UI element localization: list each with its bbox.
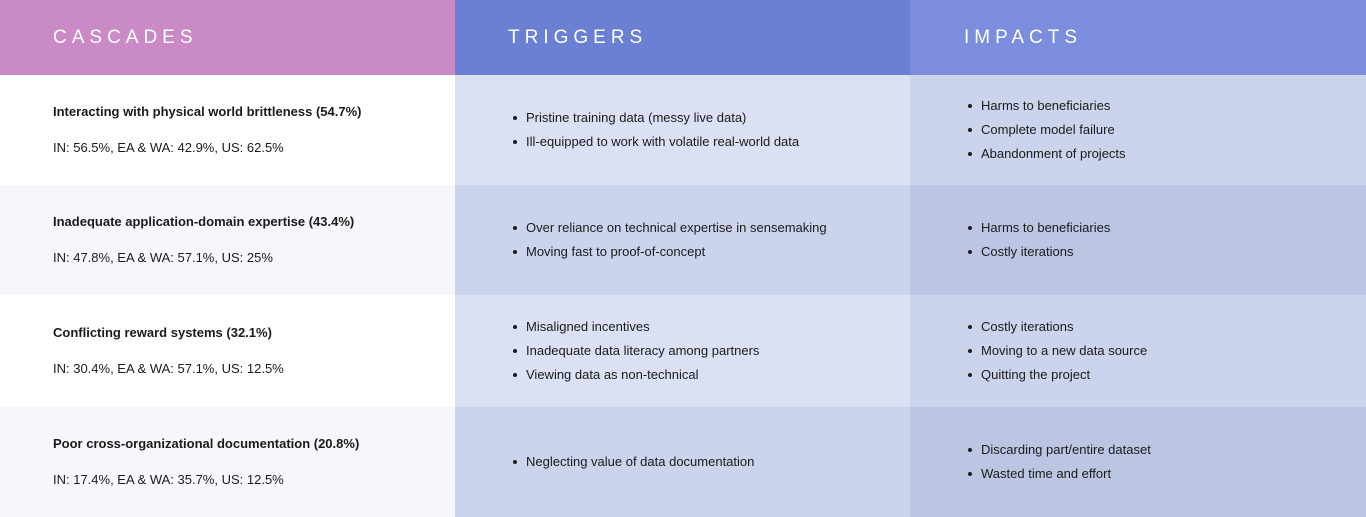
impacts-cell [910, 407, 1366, 517]
trigger-item: Ill-equipped to work with volatile real-world data [512, 130, 799, 154]
impact-item: Harms to beneficiaries [967, 216, 1110, 240]
cascade-stats: IN: 56.5%, EA & WA: 42.9%, US: 62.5% [53, 140, 284, 155]
impacts-list [967, 315, 1147, 387]
triggers-cell [455, 295, 910, 407]
header-cascades: CASCADES [0, 0, 455, 75]
impact-item: Wasted time and effort [967, 462, 1151, 486]
triggers-cell [455, 407, 910, 517]
triggers-cell [455, 185, 910, 295]
impact-item: Discarding part/entire dataset [967, 438, 1151, 462]
cascade-stats: IN: 47.8%, EA & WA: 57.1%, US: 25% [53, 250, 273, 265]
header-triggers: TRIGGERS [455, 0, 910, 75]
cascade-title: Interacting with physical world brittleness (54.7%) [53, 104, 362, 119]
trigger-item: Neglecting value of data documentation [512, 450, 754, 474]
trigger-item: Over reliance on technical expertise in sensemaking [512, 216, 827, 240]
impacts-list [967, 94, 1126, 166]
impacts-cell [910, 295, 1366, 407]
impacts-list [967, 216, 1110, 264]
impact-item: Harms to beneficiaries [967, 94, 1126, 118]
impact-item: Quitting the project [967, 363, 1147, 387]
header-impacts: IMPACTS [910, 0, 1366, 75]
cascade-title: Inadequate application-domain expertise (43.4%) [53, 214, 355, 229]
trigger-item: Inadequate data literacy among partners [512, 339, 759, 363]
cascade-stats: IN: 30.4%, EA & WA: 57.1%, US: 12.5% [53, 361, 284, 376]
triggers-list [512, 216, 827, 264]
trigger-item: Moving fast to proof-of-concept [512, 240, 827, 264]
impact-item: Moving to a new data source [967, 339, 1147, 363]
cascade-cell [0, 295, 455, 407]
impact-item: Complete model failure [967, 118, 1126, 142]
cascade-cell [0, 407, 455, 517]
impacts-cell [910, 185, 1366, 295]
trigger-item: Viewing data as non-technical [512, 363, 759, 387]
impacts-list [967, 438, 1151, 486]
impacts-cell [910, 75, 1366, 185]
cascade-cell [0, 185, 455, 295]
triggers-cell [455, 75, 910, 185]
cascade-title: Conflicting reward systems (32.1%) [53, 325, 272, 340]
impact-item: Abandonment of projects [967, 142, 1126, 166]
triggers-list [512, 315, 759, 387]
cascade-cell [0, 75, 455, 185]
triggers-list [512, 450, 754, 474]
trigger-item: Pristine training data (messy live data) [512, 106, 799, 130]
cascade-title: Poor cross-organizational documentation (20.8%) [53, 436, 360, 451]
impact-item: Costly iterations [967, 240, 1110, 264]
triggers-list [512, 106, 799, 154]
trigger-item: Misaligned incentives [512, 315, 759, 339]
cascade-stats: IN: 17.4%, EA & WA: 35.7%, US: 12.5% [53, 472, 284, 487]
impact-item: Costly iterations [967, 315, 1147, 339]
